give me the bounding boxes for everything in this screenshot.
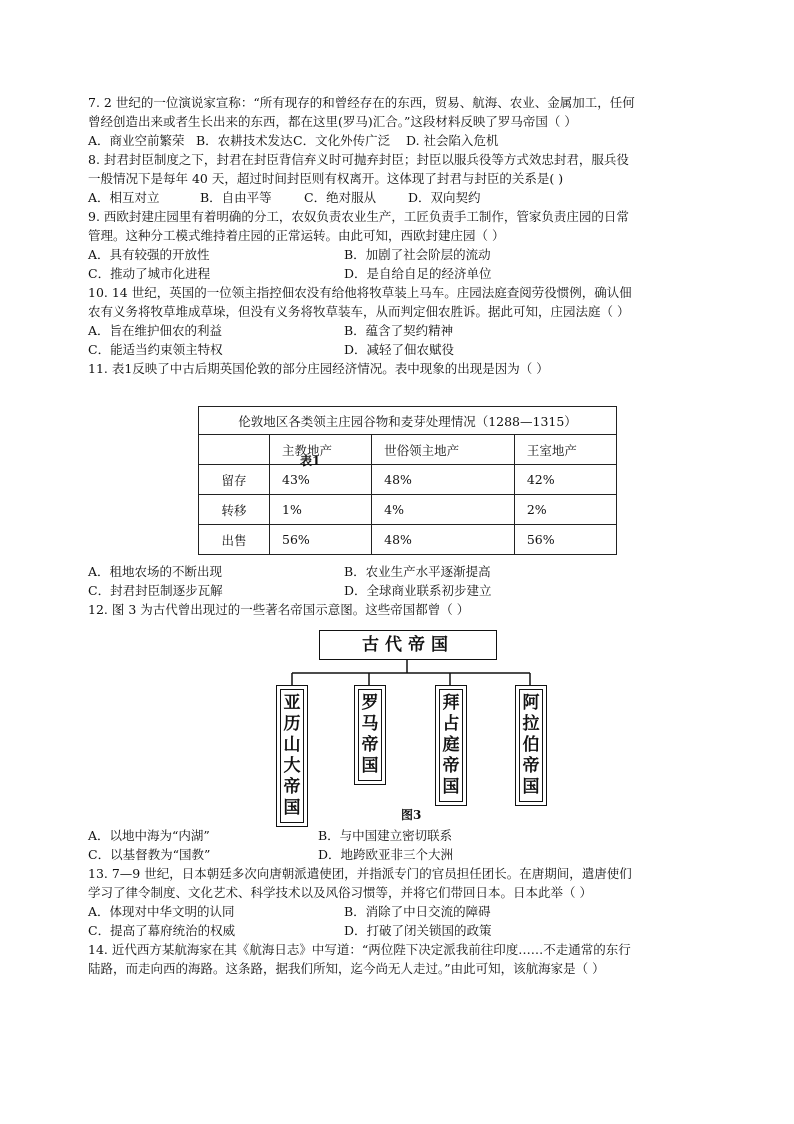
table-cell: 56% (514, 525, 616, 555)
table-cell: 1% (270, 495, 372, 525)
table-row (199, 495, 617, 525)
q11-option-b[interactable]: B．农业生产水平逐渐提高 (344, 564, 491, 579)
q9-options-row2 (88, 264, 708, 283)
q8-option-a[interactable]: A．相互对立 (88, 190, 160, 205)
q12-option-d[interactable]: D．地跨欧亚非三个大洲 (318, 847, 454, 862)
q7-options (88, 131, 708, 150)
q13-stem-line1: 13. 7—9 世纪，日本朝廷多次向唐朝派遣使团，并指派专门的官员担任团长。在唐期间，遣唐使们 (88, 866, 632, 881)
empire-box-arab (519, 689, 543, 802)
q10-option-d[interactable]: D．减轻了佃农赋役 (344, 342, 455, 357)
q10-stem-line2: 农有义务将牧草堆成草垛，但没有义务将牧草装车，从而判定佃农胜诉。据此可知，庄园法庭（ ） (88, 304, 630, 319)
table-cell: 42% (514, 465, 616, 495)
table-cell: 43% (270, 465, 372, 495)
q7-stem-line2: 曾经创造出来或者生长出来的东西，都在这里(罗马)汇合。”这段材料反映了罗马帝国（ ） (88, 114, 577, 129)
q9-option-a[interactable]: A．具有较强的开放性 (88, 247, 210, 262)
q12-option-a[interactable]: A．以地中海为“内湖” (88, 828, 210, 843)
q11-option-d[interactable]: D．全球商业联系初步建立 (344, 583, 492, 598)
table-row-label: 出售 (199, 525, 270, 555)
q11-options-row1 (88, 562, 708, 581)
table-row (199, 525, 617, 555)
q8-option-c[interactable]: C．绝对服从 (304, 190, 377, 205)
empire-box-rome (358, 689, 382, 781)
empire-box-alexander (280, 689, 304, 823)
q14-stem-line1: 14. 近代西方某航海家在其《航海日志》中写道：“两位陛下决定派我前往印度……不走通常的东行 (88, 942, 631, 957)
empire-label-byzantine: 拜占庭帝国 (442, 693, 460, 797)
table-row (199, 465, 617, 495)
q12-options-row1 (88, 826, 708, 845)
q10-option-c[interactable]: C．能适当约束领主特权 (88, 342, 223, 357)
table-row-label: 留存 (199, 465, 270, 495)
table-cell: 56% (270, 525, 372, 555)
q13-stem-line2: 学习了律令制度、文化艺术、科学技术以及风俗习惯等，并将它们带回日本。日本此举（ ） (88, 885, 592, 900)
q10-options-row2 (88, 340, 708, 359)
q9-stem-line2: 管理。这种分工模式维持着庄园的正常运转。由此可知，西欧封建庄园（ ） (88, 228, 505, 243)
q11-stem: 11. 表1反映了中古后期英国伦敦的部分庄园经济情况。表中现象的出现是因为（ ） (88, 361, 549, 376)
q13-option-b[interactable]: B．消除了中日交流的障碍 (344, 904, 491, 919)
empire-box-byzantine (439, 689, 463, 802)
exam-page (88, 93, 708, 548)
q11-option-c[interactable]: C．封君封臣制逐步瓦解 (88, 583, 223, 598)
q12-options-row2 (88, 845, 708, 864)
q8-option-d[interactable]: D．双向契约 (408, 190, 481, 205)
q10-option-a[interactable]: A．旨在维护佃农的利益 (88, 323, 223, 338)
exam-page-lower (88, 562, 708, 619)
q8-stem-line2: 一般情况下是每年 40 天，超过时间封臣则有权离开。这体现了封君与封臣的关系是( ) (88, 171, 564, 186)
q8-options (88, 188, 708, 207)
q9-options-row1 (88, 245, 708, 264)
q7-stem-line1: 7. 2 世纪的一位演说家宣称：“所有现存的和曾经存在的东西，贸易、航海、农业、金属加工，任何 (88, 95, 635, 110)
empire-label-alexander: 亚历山大帝国 (283, 693, 301, 818)
q12-stem: 12. 图 3 为古代曾出现过的一些著名帝国示意图。这些帝国都曾（ ） (88, 602, 470, 617)
q7-option-b[interactable]: B．农耕技术发达 (196, 133, 293, 148)
q13-options-row2 (88, 921, 708, 940)
q7-option-a[interactable]: A．商业空前繁荣 (88, 133, 185, 148)
table-cell: 4% (372, 495, 515, 525)
q13-option-d[interactable]: D．打破了闭关锁国的政策 (344, 923, 492, 938)
table-caption: 表1 (300, 454, 321, 468)
q7-option-c[interactable]: C．文化外传广泛 (293, 133, 391, 148)
table-cell: 48% (372, 525, 515, 555)
q10-options-row1 (88, 321, 708, 340)
q9-option-c[interactable]: C．推动了城市化进程 (88, 266, 211, 281)
q13-options-row1 (88, 902, 708, 921)
table-title: 伦敦地区各类领主庄园谷物和麦芽处理情况（1288—1315） (199, 407, 617, 435)
q9-option-d[interactable]: D．是自给自足的经济单位 (344, 266, 492, 281)
q13-option-a[interactable]: A．体现对中华文明的认同 (88, 904, 235, 919)
q12-option-c[interactable]: C．以基督教为“国教” (88, 847, 211, 862)
q12-option-b[interactable]: B．与中国建立密切联系 (318, 828, 453, 843)
q11-data-table (198, 406, 617, 555)
table-header-cell: 主教地产 (270, 435, 372, 465)
q8-option-b[interactable]: B．自由平等 (200, 190, 272, 205)
diagram-root-box: 古代帝国 (319, 630, 497, 660)
table-cell: 2% (514, 495, 616, 525)
q14-stem-line2: 陆路，而走向西的海路。这条路，据我们所知，迄今尚无人走过。”由此可知，该航海家是（ ） (88, 961, 605, 976)
q9-stem-line1: 9. 西欧封建庄园里有着明确的分工，农奴负责农业生产，工匠负责手工制作，管家负责庄园的日常 (88, 209, 629, 224)
table-row-label: 转移 (199, 495, 270, 525)
q13-option-c[interactable]: C．提高了幕府统治的权威 (88, 923, 236, 938)
table-cell: 48% (372, 465, 515, 495)
table-header-cell: 王室地产 (514, 435, 616, 465)
empire-label-rome: 罗马帝国 (361, 693, 379, 776)
table-header-cell: 世俗领主地产 (372, 435, 515, 465)
q11-option-a[interactable]: A．租地农场的不断出现 (88, 564, 223, 579)
table-header-row (199, 435, 617, 465)
exam-page-bottom (88, 826, 708, 978)
table-header-cell (199, 435, 270, 465)
q10-option-b[interactable]: B．蕴含了契约精神 (344, 323, 454, 338)
q9-option-b[interactable]: B．加剧了社会阶层的流动 (344, 247, 491, 262)
q7-option-d[interactable]: D. 社会陷入危机 (406, 133, 499, 148)
figure-caption: 图3 (401, 808, 422, 822)
empire-label-arab: 阿拉伯帝国 (522, 693, 540, 797)
q10-stem-line1: 10. 14 世纪，英国的一位领主指控佃农没有给他将牧草装上马车。庄园法庭查阅劳役惯例，确认佃 (88, 285, 632, 300)
q11-options-row2 (88, 581, 708, 600)
q8-stem-line1: 8. 封君封臣制度之下，封君在封臣背信弃义时可抛弃封臣；封臣以服兵役等方式效忠封君，服兵役 (88, 152, 629, 167)
